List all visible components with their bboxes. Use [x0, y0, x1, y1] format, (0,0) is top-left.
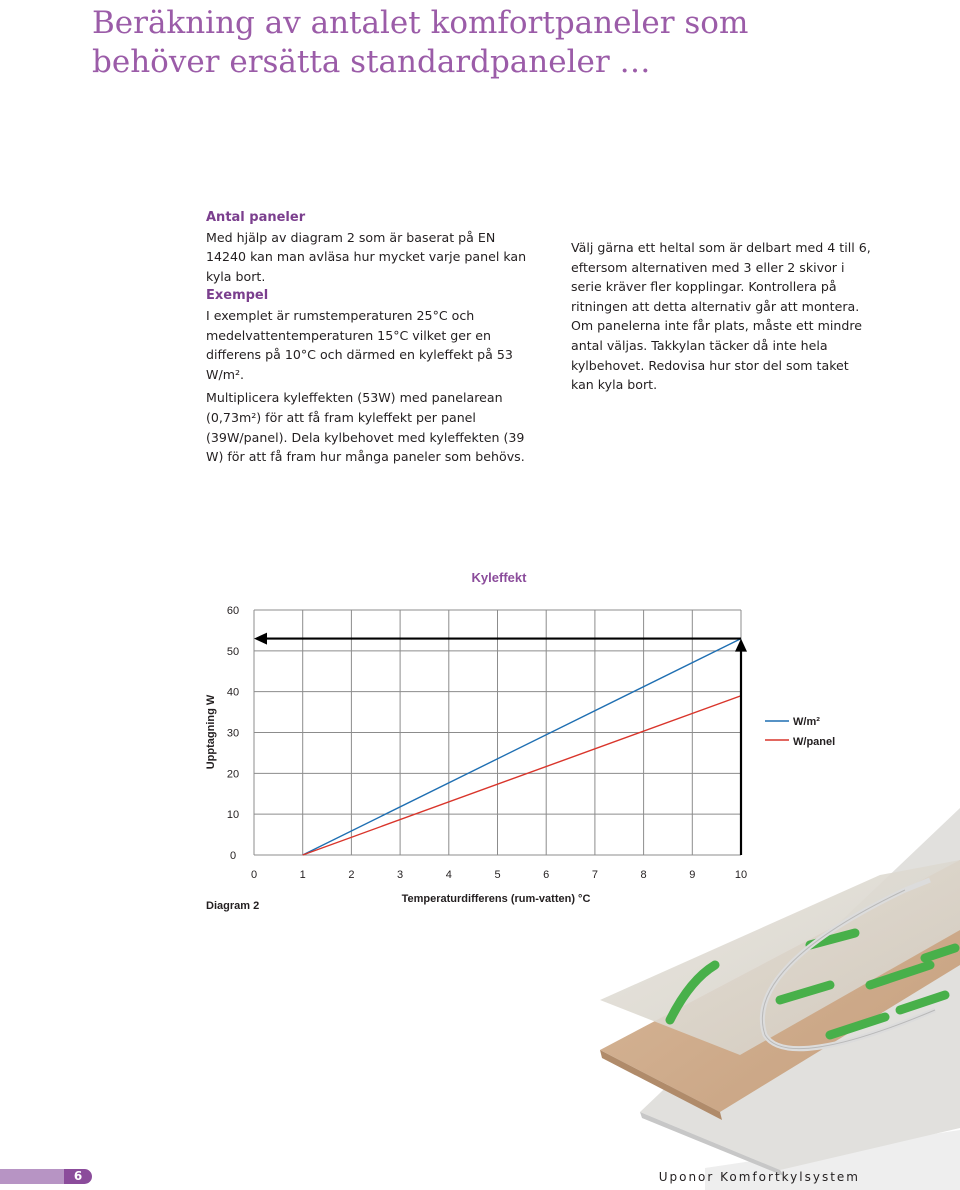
y-tick-label: 40 — [226, 686, 240, 699]
x-tick-label: 6 — [543, 869, 550, 881]
annotation-arrowhead-left — [254, 633, 267, 645]
y-tick-label: 0 — [229, 850, 237, 862]
diagram-caption: Diagram 2 — [206, 900, 260, 912]
chart-grid — [254, 610, 741, 855]
x-tick-label: 8 — [640, 869, 647, 881]
section-heading: Antal paneler — [206, 210, 306, 225]
x-tick-label: 2 — [348, 869, 355, 881]
chart-annotation — [254, 633, 747, 855]
series-line-w-m2 — [303, 639, 741, 855]
chart-ticks — [227, 605, 747, 881]
y-axis-label: Upptagning W — [205, 694, 217, 770]
x-tick-label: 3 — [397, 869, 404, 881]
y-tick-label: 10 — [226, 809, 240, 822]
example-heading: Exempel — [206, 288, 269, 304]
panel-product-image — [600, 808, 960, 1190]
brand-name: Uponor Komfortkylsystem — [658, 1170, 860, 1184]
x-tick-label: 0 — [250, 869, 258, 881]
series-line-w-panel — [303, 696, 741, 855]
x-tick-label: 1 — [299, 869, 306, 881]
footer-bar — [0, 1169, 64, 1184]
example-text-1: I exemplet är rumstemperaturen 25°C och medelvattentemperaturen 15°C vilket ger en differens på 10°C och därmed en kyleffekt på 53 W/m². — [206, 307, 513, 382]
x-tick-label: 5 — [494, 869, 501, 881]
legend-label-w-panel: W/panel — [793, 736, 836, 748]
y-tick-label: 50 — [226, 645, 240, 658]
legend-label-w-m2: W/m² — [793, 716, 820, 728]
chart-title: Kyleffekt — [471, 570, 527, 585]
x-tick-label: 9 — [689, 869, 696, 881]
x-tick-label: 7 — [591, 869, 598, 881]
y-tick-label: 20 — [226, 768, 240, 781]
intro-text: Med hjälp av diagram 2 som är baserat på EN 14240 kan man avläsa hur mycket varje panel kan kyla bort. — [206, 229, 527, 284]
example-text-2: Multiplicera kyleffekten (53W) med panelarean (0,73m²) för att få fram kyleffekt per panel (39W/panel). Dela kylbehovet med kyleffekten (39 W) för att få fram hur många paneler som behövs. — [206, 390, 525, 465]
y-tick-label: 30 — [226, 727, 240, 740]
chart-legend — [765, 716, 835, 748]
page-title: Beräkning av antalet komfortpaneler som behöver ersätta standardpaneler … — [92, 5, 749, 80]
chart-series — [303, 639, 741, 855]
y-tick-label: 60 — [226, 605, 240, 617]
right-text: Välj gärna ett heltal som är delbart med 4 till 6, eftersom alternativen med 3 eller 2 skivor i serie kräver fler kopplingar. Kontrollera på ritningen att detta alternativ går att montera. Om panelerna inte får plats, måste ett mindre antal väljas. Takkylan täcker då inte hela kylbehovet. Redovisa hur stor del som taket kan kyla bort. — [571, 240, 871, 393]
x-axis-label: Temperaturdifferens (rum-vatten) °C — [401, 893, 591, 905]
page-number: 6 — [64, 1169, 92, 1184]
x-tick-label: 10 — [734, 869, 748, 881]
x-tick-label: 4 — [445, 869, 452, 881]
